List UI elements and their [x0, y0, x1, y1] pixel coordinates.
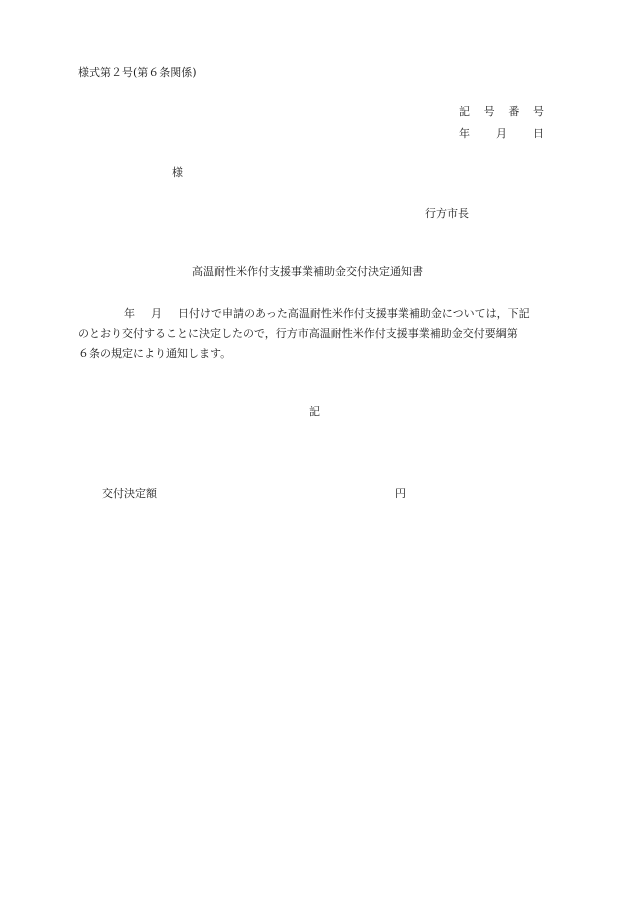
body-line-1-text: 日付けで申請のあった高温耐性米作付支援事業補助金については，下記 — [178, 307, 530, 320]
body-year: 年 — [124, 307, 135, 320]
doc-number-char: 番 — [508, 105, 520, 118]
document-title: 高温耐性米作付支援事業補助金交付決定通知書 — [192, 265, 423, 278]
doc-number-char: 号 — [532, 105, 544, 118]
amount-unit: 円 — [395, 487, 406, 500]
ki-label: 記 — [309, 405, 320, 418]
amount-label: 交付決定額 — [102, 487, 157, 500]
doc-date-year: 年 — [459, 127, 470, 140]
body-line-3: ６条の規定により通知します。 — [78, 347, 232, 360]
doc-number-char: 記 — [459, 105, 470, 118]
document-number — [459, 106, 544, 119]
document-date — [459, 128, 544, 139]
doc-date-month: 月 — [496, 127, 507, 140]
body-line-2: のとおり交付することに決定したので，行方市高温耐性米作付支援事業補助金交付要綱第 — [78, 327, 518, 340]
sender: 行方市長 — [425, 207, 469, 220]
body-month: 月 — [151, 307, 162, 320]
body-paragraph — [78, 304, 550, 364]
document-number-date-block — [459, 106, 544, 139]
doc-date-day: 日 — [533, 127, 544, 140]
form-number: 様式第２号(第６条関係) — [78, 66, 197, 79]
body-line-1 — [78, 304, 550, 324]
addressee-honorific: 様 — [172, 166, 183, 179]
doc-number-char: 号 — [483, 105, 495, 118]
